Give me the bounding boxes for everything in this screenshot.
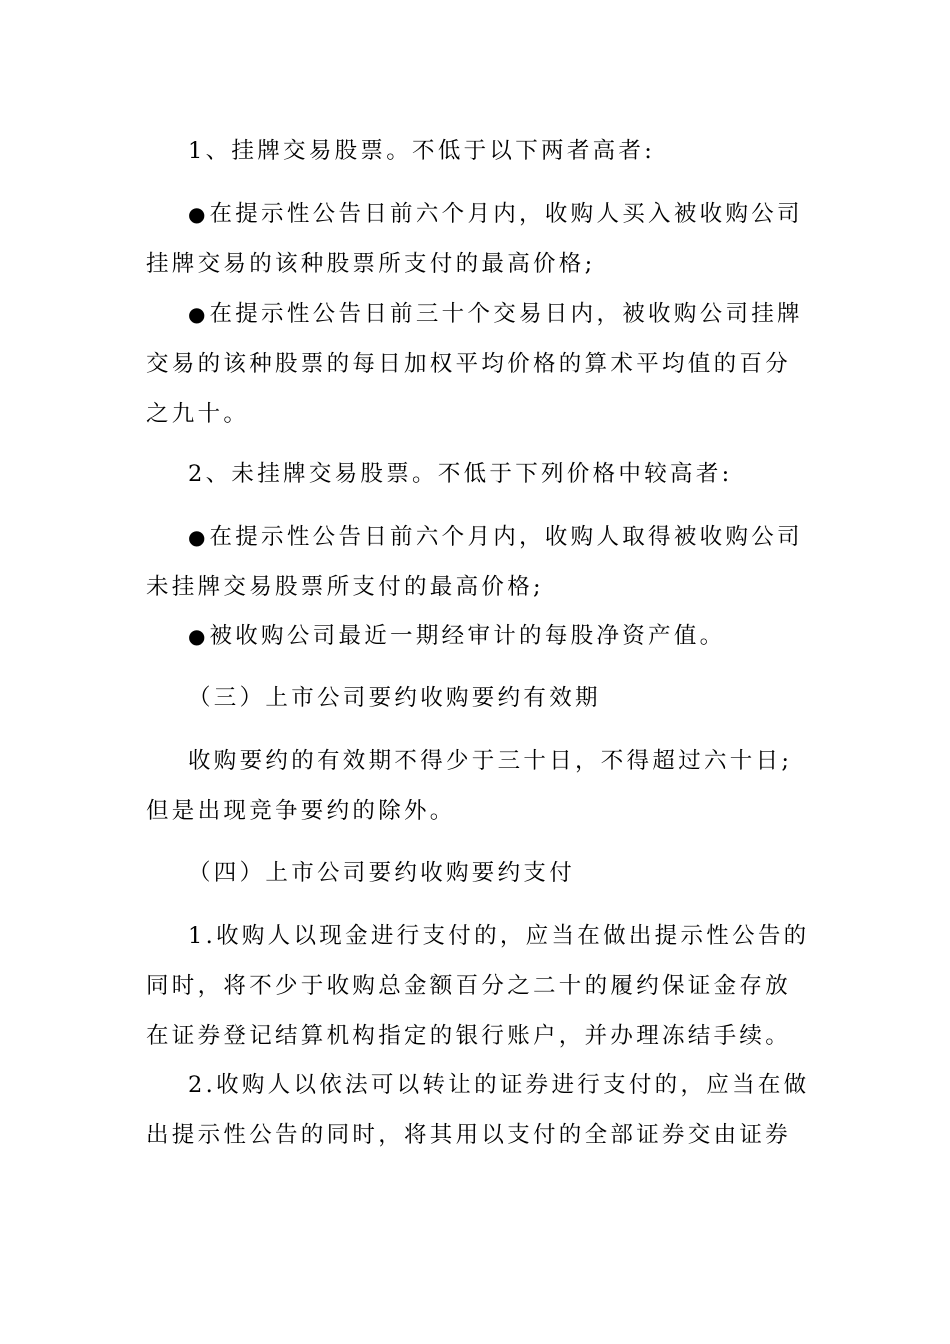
paragraph-cash-payment [146, 911, 810, 1061]
text-line: 之九十。 [146, 401, 250, 427]
text-line [146, 289, 806, 339]
text-line: 出提示性公告的同时，将其用以支付的全部证券交由证券 [146, 1122, 792, 1148]
text-line: 但是出现竞争要约的除外。 [146, 798, 456, 824]
bullet-icon: ● [188, 202, 206, 226]
text-line: 1、挂牌交易股票。不低于以下两者高者: [188, 138, 656, 164]
bullet-icon: ● [188, 302, 206, 326]
text-line: 2、未挂牌交易股票。不低于下列价格中较高者: [188, 461, 733, 487]
section-heading-payment [188, 848, 808, 898]
text-line: （三）上市公司要约收购要约有效期 [188, 685, 601, 711]
bullet-paragraph-acquired-price [146, 512, 806, 612]
text-line: 1.收购人以现金进行支付的，应当在做出提示性公告的 [188, 923, 810, 949]
text-line: （四）上市公司要约收购要约支付 [188, 860, 576, 886]
bullet-paragraph-highest-price [146, 189, 806, 289]
text-line: 2.收购人以依法可以转让的证券进行支付的，应当在做 [188, 1072, 810, 1098]
text-line-content: 被收购公司最近一期经审计的每股净资产值。 [209, 623, 726, 649]
paragraph-validity [146, 736, 806, 836]
text-line: 收购要约的有效期不得少于三十日，不得超过六十日; [188, 748, 793, 774]
text-line: 在证券登记结算机构指定的银行账户，并办理冻结手续。 [146, 1023, 792, 1049]
text-line-content: 在提示性公告日前三十个交易日内，被收购公司挂牌 [209, 301, 803, 327]
section-heading-validity [188, 673, 808, 723]
text-line [146, 189, 806, 239]
text-line: 未挂牌交易股票所支付的最高价格; [146, 574, 544, 600]
text-line: 交易的该种股票的每日加权平均价格的算术平均值的百分 [146, 351, 792, 377]
bullet-icon: ● [188, 624, 206, 648]
text-line [146, 512, 806, 562]
bullet-paragraph-net-asset [146, 611, 806, 661]
text-line-content: 在提示性公告日前六个月内，收购人买入被收购公司 [209, 201, 803, 227]
text-line-content: 在提示性公告日前六个月内，收购人取得被收购公司 [209, 524, 803, 550]
paragraph-securities-payment [146, 1060, 810, 1160]
text-line: 挂牌交易的该种股票所支付的最高价格; [146, 251, 596, 277]
bullet-icon: ● [188, 525, 206, 549]
paragraph-unlisted-shares [188, 449, 808, 499]
text-line [146, 611, 806, 661]
paragraph-listed-shares [188, 126, 808, 176]
text-line: 同时，将不少于收购总金额百分之二十的履约保证金存放 [146, 973, 792, 999]
bullet-paragraph-weighted-average [146, 289, 806, 439]
